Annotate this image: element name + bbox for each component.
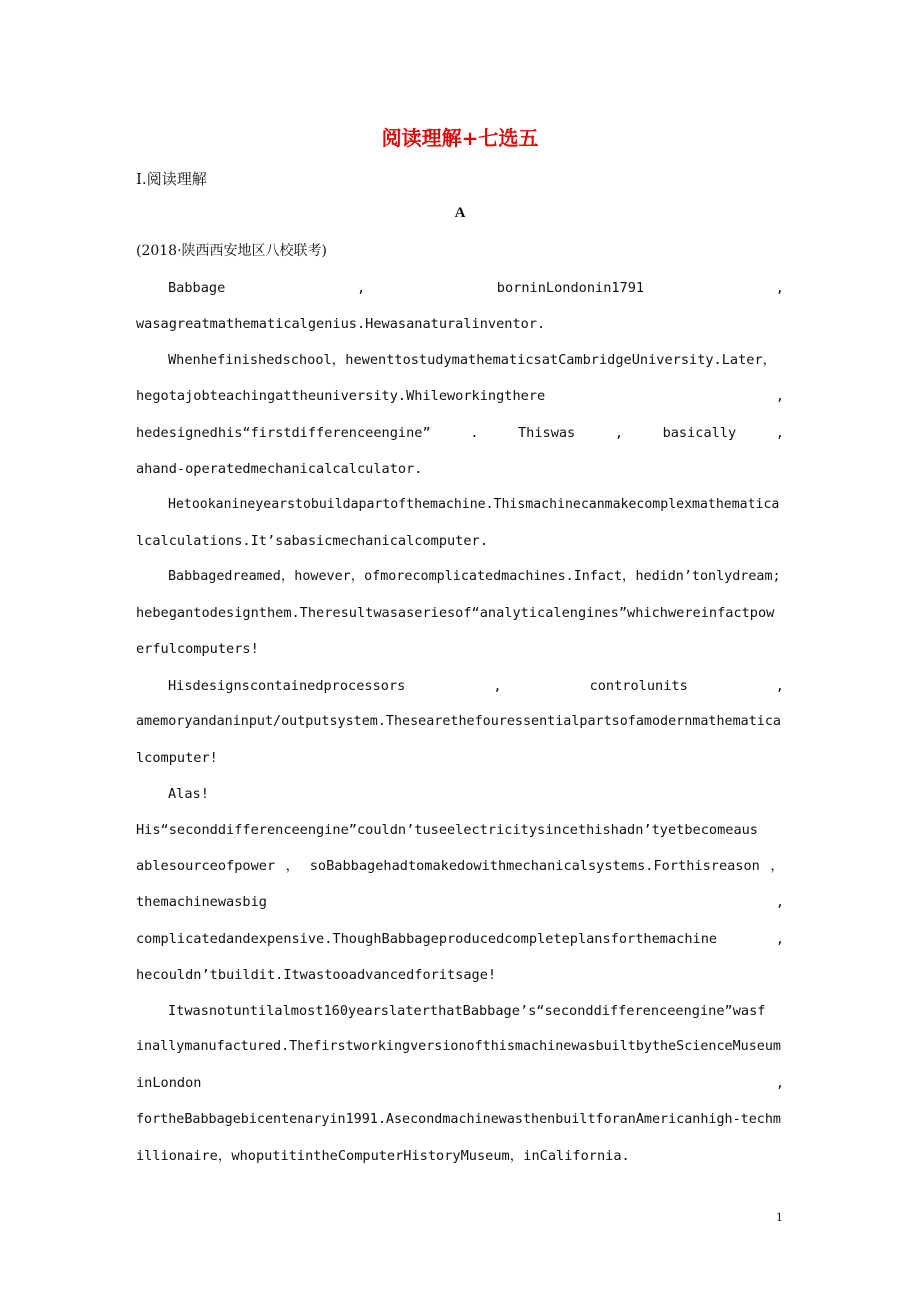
text-line: themachinewasbig , (136, 894, 784, 910)
passage-label: A (454, 205, 466, 221)
text-line: Whenhefinishedschool，hewenttostudymathematicsatCambridgeUniversity.Later， (168, 352, 777, 368)
text-line: illionaire，whoputitintheComputerHistoryMuseum，inCalifornia. (136, 1148, 630, 1164)
section-heading: Ⅰ.阅读理解 (136, 170, 207, 188)
source-citation: (2018·陕西西安地区八校联考) (136, 243, 328, 259)
text-line: ahand-operatedmechanicalcalculator. (136, 461, 423, 477)
text-line: hebegantodesignthem.Theresultwasaseriesof“analyticalengines”whichwereinfactpow (136, 605, 775, 621)
text-line: Alas! (168, 786, 209, 802)
text-line: hegotajobteachingattheuniversity.Whileworkingthere , (136, 388, 784, 404)
text-line: lcalculations.It’sabasicmechanicalcomputer. (136, 533, 488, 549)
text-line: complicatedandexpensive.ThoughBabbageproducedcompleteplansforthemachine , (136, 931, 784, 947)
text-line: erfulcomputers! (136, 641, 259, 657)
text-line: Hisdesignscontainedprocessors , controlunits , (168, 678, 784, 694)
text-line: inallymanufactured.ThefirstworkingversionofthismachinewasbuiltbytheScienceMuseum (136, 1039, 781, 1054)
text-line: fortheBabbagebicentenaryin1991.AsecondmachinewasthenbuiltforanAmericanhigh-techm (136, 1112, 781, 1127)
text-line: inLondon , (136, 1075, 784, 1091)
document-title: 阅读理解+七选五 (381, 126, 539, 150)
text-line: amemoryandaninput/outputsystem.Thesearethefouressentialpartsofamodernmathematica (136, 714, 781, 729)
text-line: wasagreatmathematicalgenius.Hewasanaturalinventor. (136, 316, 546, 332)
text-line: ablesourceofpower ， soBabbagehadtomakedowithmechanicalsystems.Forthisreason ， (136, 858, 784, 874)
text-line: Itwasnotuntilalmost160yearslaterthatBabbage’s“seconddifferenceengine”wasf (168, 1003, 766, 1019)
text-line: lcomputer! (136, 750, 218, 766)
text-line: Babbagedreamed，however，ofmorecomplicatedmachines.Infact，hedidn’tonlydream; (168, 569, 781, 584)
text-line: hecouldn’tbuildit.Itwastooadvancedforitsage! (136, 967, 497, 983)
page-number: 1 (776, 1209, 783, 1224)
text-line: Babbage , borninLondonin1791 , (168, 280, 784, 296)
text-line: hedesignedhis“firstdifferenceengine” . Thiswas , basically , (136, 425, 784, 441)
text-line: His“seconddifferenceengine”couldn’tuseelectricitysincethishadn’tyetbecomeaus (136, 822, 758, 838)
text-line: Hetookanineyearstobuildapartofthemachine.Thismachinecanmakecomplexmathematica (168, 497, 780, 512)
